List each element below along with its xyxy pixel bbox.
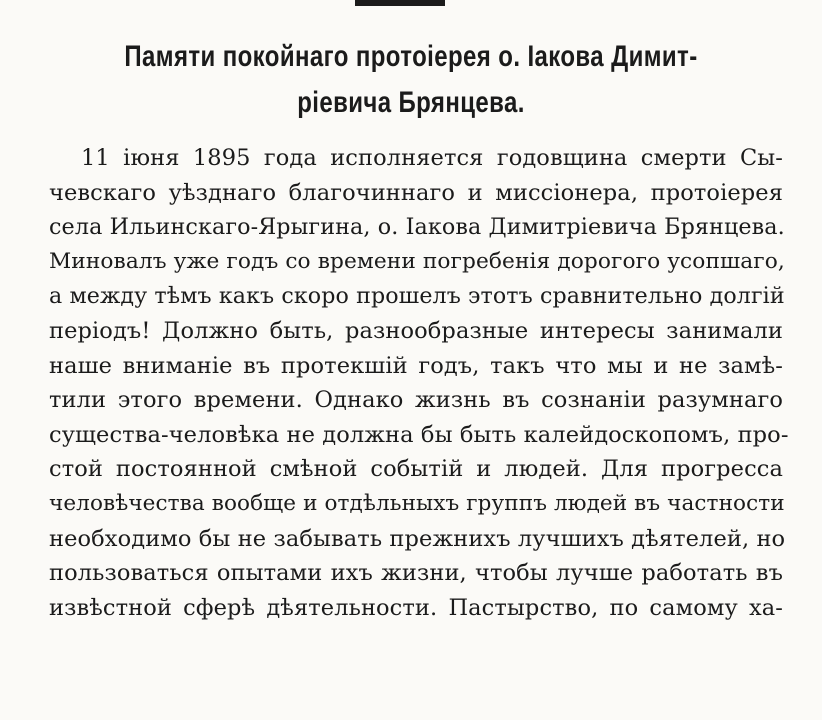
body-line: села Ильинскаго-Ярыгина, о. Іакова Димитріевича Брянцева. bbox=[49, 214, 785, 241]
body-line: періодъ! Должно быть, разнообразные интересы занимали bbox=[49, 317, 783, 344]
top-rule-divider bbox=[355, 0, 445, 6]
body-line: стой постоянной смѣной событій и людей. Для прогресса bbox=[49, 456, 783, 483]
body-line: необходимо бы не забывать прежнихъ лучшихъ дѣятелей, но bbox=[49, 525, 786, 552]
body-line: тили этого времени. Однако жизнь въ сознаніи разумнаго bbox=[49, 387, 783, 414]
body-line: пользоваться опытами ихъ жизни, чтобы лучше работать въ bbox=[49, 560, 783, 587]
article-body bbox=[49, 141, 789, 625]
body-line: Миновалъ уже годъ со времени погребенія дорогого усопшаго, bbox=[49, 248, 785, 274]
body-line: а между тѣмъ какъ скоро прошелъ этотъ сравнительно долгій bbox=[49, 283, 785, 310]
body-line: существа-человѣка не должна бы быть калейдоскопомъ, про- bbox=[49, 421, 789, 448]
body-line: 11 іюня 1895 года исполняется годовщина смерти Сы- bbox=[81, 145, 783, 171]
body-line: человѣчества вообще и отдѣльныхъ группъ людей въ частности bbox=[49, 490, 785, 516]
body-line: извѣстной сферѣ дѣятельности. Пастырство, по самому ха- bbox=[49, 594, 783, 621]
body-line: чевскаго уѣзднаго благочиннаго и миссіонера, протоіерея bbox=[49, 179, 783, 206]
article-title-line-2: ріевича Брянцева. bbox=[297, 86, 525, 119]
article-title-line-1: Памяти покойнаго протоіерея о. Іакова Димит- bbox=[124, 40, 698, 73]
body-line: наше вниманіе въ протекшій годъ, такъ что мы и не замѣ- bbox=[49, 352, 783, 379]
